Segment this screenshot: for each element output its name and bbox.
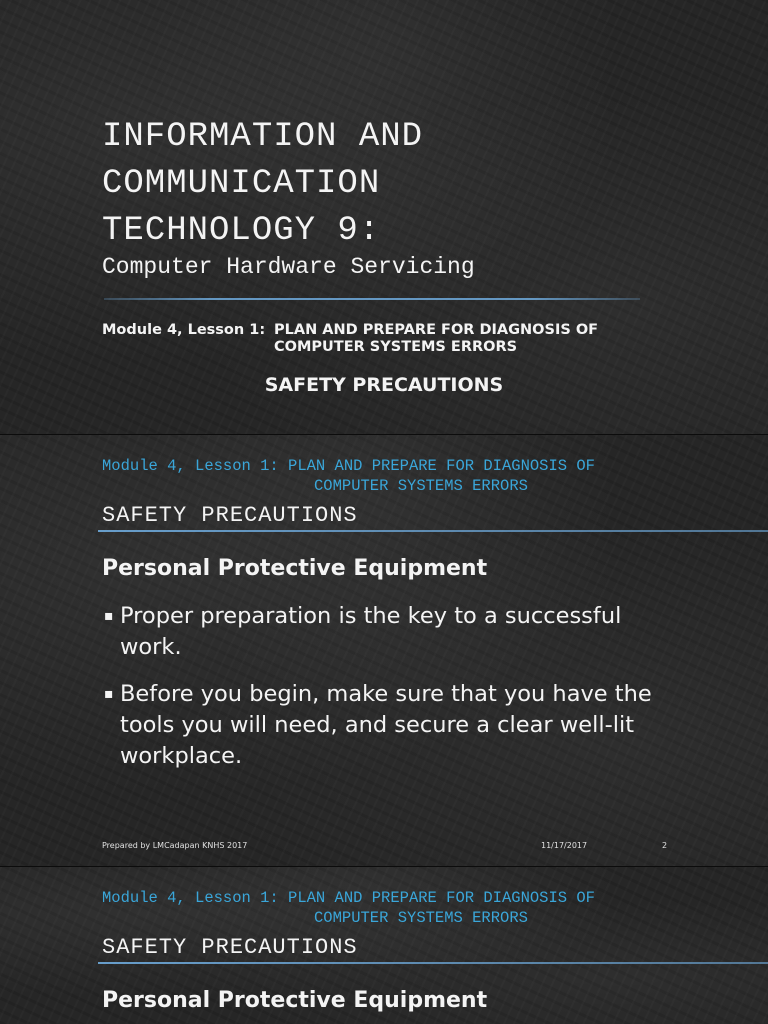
module-line-2: COMPUTER SYSTEMS ERRORS xyxy=(274,339,518,355)
subheading: Personal Protective Equipment xyxy=(102,988,488,1013)
bullet-marker-icon: ▪ xyxy=(104,686,114,702)
content-slide-2 xyxy=(0,434,768,866)
bullet-item xyxy=(104,679,664,772)
module-header-line-1: Module 4, Lesson 1: PLAN AND PREPARE FOR DIAGNOSIS OF xyxy=(102,457,595,475)
module-header-line-2: COMPUTER SYSTEMS ERRORS xyxy=(314,909,528,927)
section-divider xyxy=(98,530,768,532)
module-prefix: Module 4, Lesson 1: xyxy=(102,322,266,338)
section-title: SAFETY PRECAUTIONS xyxy=(102,503,358,528)
footer-date: 11/17/2017 xyxy=(541,841,588,850)
content-slide-3 xyxy=(0,866,768,1024)
section-title: SAFETY PRECAUTIONS xyxy=(102,935,358,960)
subheading: Personal Protective Equipment xyxy=(102,556,488,581)
bullet-item xyxy=(104,601,664,663)
bullet-marker-icon: ▪ xyxy=(104,608,114,624)
title-line-3: TECHNOLOGY 9: xyxy=(102,212,381,250)
title-divider xyxy=(104,298,640,300)
footer-page-number: 2 xyxy=(662,841,668,850)
title-slide xyxy=(0,0,768,434)
section-divider xyxy=(98,962,768,964)
title-line-2: COMMUNICATION xyxy=(102,165,381,203)
module-header-line-1: Module 4, Lesson 1: PLAN AND PREPARE FOR DIAGNOSIS OF xyxy=(102,889,595,907)
subtitle: Computer Hardware Servicing xyxy=(102,254,475,280)
footer-author: Prepared by LMCadapan KNHS 2017 xyxy=(102,841,248,850)
title-line-1: INFORMATION AND xyxy=(102,118,424,156)
module-header-line-2: COMPUTER SYSTEMS ERRORS xyxy=(314,477,528,495)
module-line-1: PLAN AND PREPARE FOR DIAGNOSIS OF xyxy=(274,322,599,338)
safety-heading: SAFETY PRECAUTIONS xyxy=(264,374,504,396)
bullet-text: Proper preparation is the key to a successful work. xyxy=(120,603,622,660)
bullet-text: Before you begin, make sure that you have the tools you will need, and secure a clear well-lit workplace. xyxy=(120,681,652,769)
